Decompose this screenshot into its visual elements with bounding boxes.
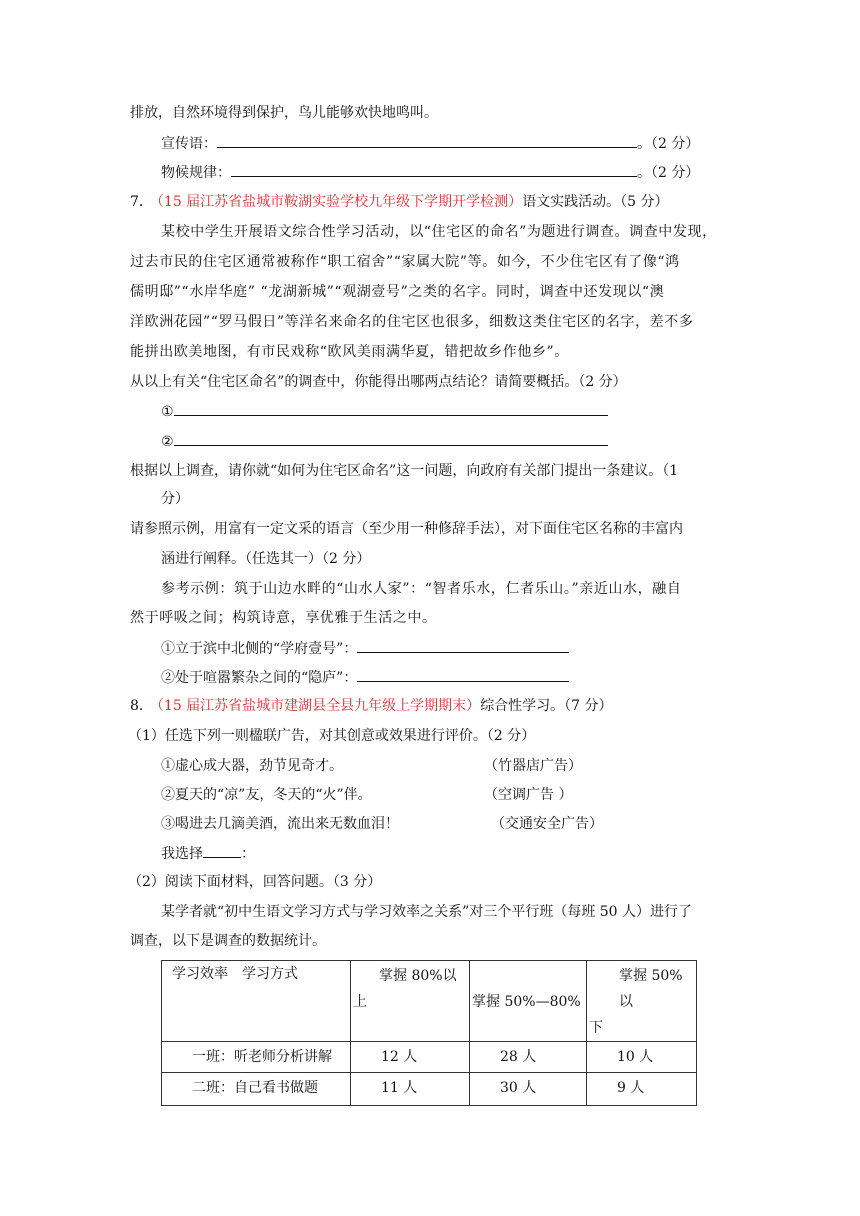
data-cell: 10 人	[587, 1042, 697, 1073]
answer-blank-1[interactable]	[174, 401, 608, 416]
ad-text: ③喝进去几滴美酒，流出来无数血泪！	[161, 816, 399, 832]
choose-answer-blank[interactable]	[203, 843, 241, 858]
data-cell: 12 人	[351, 1042, 470, 1073]
ad-type: （交通安全广告）	[491, 816, 603, 832]
question-7-header	[130, 192, 669, 212]
ad-text: ①虚心成大器，劲节见奇才。	[161, 758, 343, 774]
question-title: 语文实践活动。（5 分）	[522, 194, 669, 210]
option-row-1	[161, 638, 569, 659]
slogan-answer-blank[interactable]	[217, 133, 637, 148]
example-line: 然于呼吸之间；构筑诗意，享优雅于生活之中。	[130, 610, 437, 626]
ad-text: ②夏天的“凉”友，冬天的“火”伴。	[161, 787, 372, 803]
data-cell: 30 人	[470, 1073, 587, 1106]
data-cell: 9 人	[587, 1073, 697, 1106]
table-row	[162, 1042, 697, 1073]
example-line: 参考示例：筑于山边水畔的“山水人家”：“智者乐水，仁者乐山。”亲近山水，融自	[161, 581, 682, 597]
intro-line: 某学者就“初中生语文学习方式与学习效率之关系”对三个平行班（每班 50 人）进行了	[161, 904, 693, 920]
question-8-header	[130, 696, 613, 716]
answer-marker-1: ①	[161, 404, 174, 420]
data-cell: 28 人	[470, 1042, 587, 1073]
phenology-score: 。（2 分）	[637, 165, 700, 181]
table-header-row	[162, 961, 697, 1042]
data-cell: 11 人	[351, 1073, 470, 1106]
header-cell-50-down	[587, 961, 697, 1042]
sub-question-3-line2: 涵进行阐释。（任选其一）（2 分）	[161, 551, 371, 567]
header-cell-50-80	[470, 961, 587, 1042]
header-text: 掌握 80%以	[379, 968, 457, 984]
corner-label-left: 学习效率	[172, 966, 228, 982]
sub-question-2-line1: 根据以上调查，请你就“如何为住宅区命名”这一问题，向政府有关部门提出一条建议。（1	[130, 463, 679, 479]
survey-table	[161, 960, 697, 1106]
slogan-label: 宣传语：	[161, 136, 217, 152]
answer-row-1	[161, 401, 608, 422]
answer-row-2	[161, 431, 608, 452]
header-text: 掌握 50%以	[619, 968, 683, 1010]
choose-colon: ：	[241, 846, 255, 862]
header-text-wrap: 上	[353, 994, 367, 1010]
passage-line: 过去市民的住宅区通常被称作“职工宿舍”“家属大院”等。如今，不少住宅区有了像“鸿	[130, 254, 680, 270]
sub-question-2-line2: 分）	[161, 491, 189, 507]
row-label-cell: 一班：听老师分析讲解	[162, 1042, 351, 1073]
part-1-prompt: （1）任选下列一则楹联广告，对其创意或效果进行评价。（2 分）	[128, 728, 536, 744]
option-label-1: ①立于滨中北侧的“学府壹号”：	[161, 641, 358, 657]
header-text: 掌握 50%—80%	[472, 994, 581, 1010]
option-row-2	[161, 667, 569, 688]
question-number: 7．	[130, 194, 153, 210]
question-source: （15 届江苏省盐城市鞍湖实验学校九年级下学期开学检测）	[156, 194, 523, 210]
header-text-wrap: 下	[589, 1020, 603, 1036]
table-row	[162, 1073, 697, 1106]
passage-continuation: 排放，自然环境得到保护，鸟儿能够欢快地鸣叫。	[130, 105, 438, 121]
row-label-cell: 二班：自己看书做题	[162, 1073, 351, 1106]
question-title: 综合性学习。（7 分）	[480, 698, 613, 714]
question-number: 8．	[130, 698, 153, 714]
slogan-score: 。（2 分）	[637, 136, 700, 152]
option-answer-blank-2[interactable]	[357, 667, 569, 682]
answer-marker-2: ②	[161, 434, 174, 450]
passage-line: 能拼出欧美地图，有市民戏称“欧风美雨满华夏，错把故乡作他乡”。	[130, 344, 569, 360]
sub-question-1: 从以上有关“住宅区命名”的调查中，你能得出哪两点结论？请简要概括。（2 分）	[130, 374, 627, 390]
option-answer-blank-1[interactable]	[357, 638, 569, 653]
passage-line: 洋欧洲花园”“罗马假日”等洋名来命名的住宅区也很多，细数这类住宅区的名字，差不多	[130, 314, 694, 330]
choose-row	[161, 843, 255, 864]
sub-question-3-line1: 请参照示例，用富有一定文采的语言（至少用一种修辞手法），对下面住宅区名称的丰富内	[130, 521, 683, 537]
header-cell-80-up	[351, 961, 470, 1042]
phenology-row	[161, 162, 699, 183]
answer-blank-2[interactable]	[174, 431, 608, 446]
passage-line: 某校中学生开展语文综合性学习活动，以“住宅区的命名”为题进行调查。调查中发现，	[161, 224, 717, 240]
ad-type: （竹器店广告）	[484, 758, 582, 774]
choose-label: 我选择	[161, 846, 203, 862]
phenology-label: 物候规律：	[161, 165, 231, 181]
question-source: （15 届江苏省盐城市建湖县全县九年级上学期期末）	[156, 698, 481, 714]
ad-type: （空调广告 ）	[484, 787, 573, 803]
corner-label-right: 学习方式	[242, 966, 298, 982]
option-label-2: ②处于喧嚣繁杂之间的“隐庐”：	[161, 670, 358, 686]
intro-line: 调查，以下是调查的数据统计。	[130, 933, 326, 949]
part-2-prompt: （2）阅读下面材料，回答问题。（3 分）	[128, 874, 382, 890]
phenology-answer-blank[interactable]	[231, 162, 637, 177]
passage-line: 儒明邸”“水岸华庭” “龙湖新城”“观湖壹号”之类的名字。同时，调查中还发现以“澳	[130, 284, 665, 300]
corner-header-cell	[162, 961, 351, 1042]
slogan-row	[161, 133, 699, 154]
